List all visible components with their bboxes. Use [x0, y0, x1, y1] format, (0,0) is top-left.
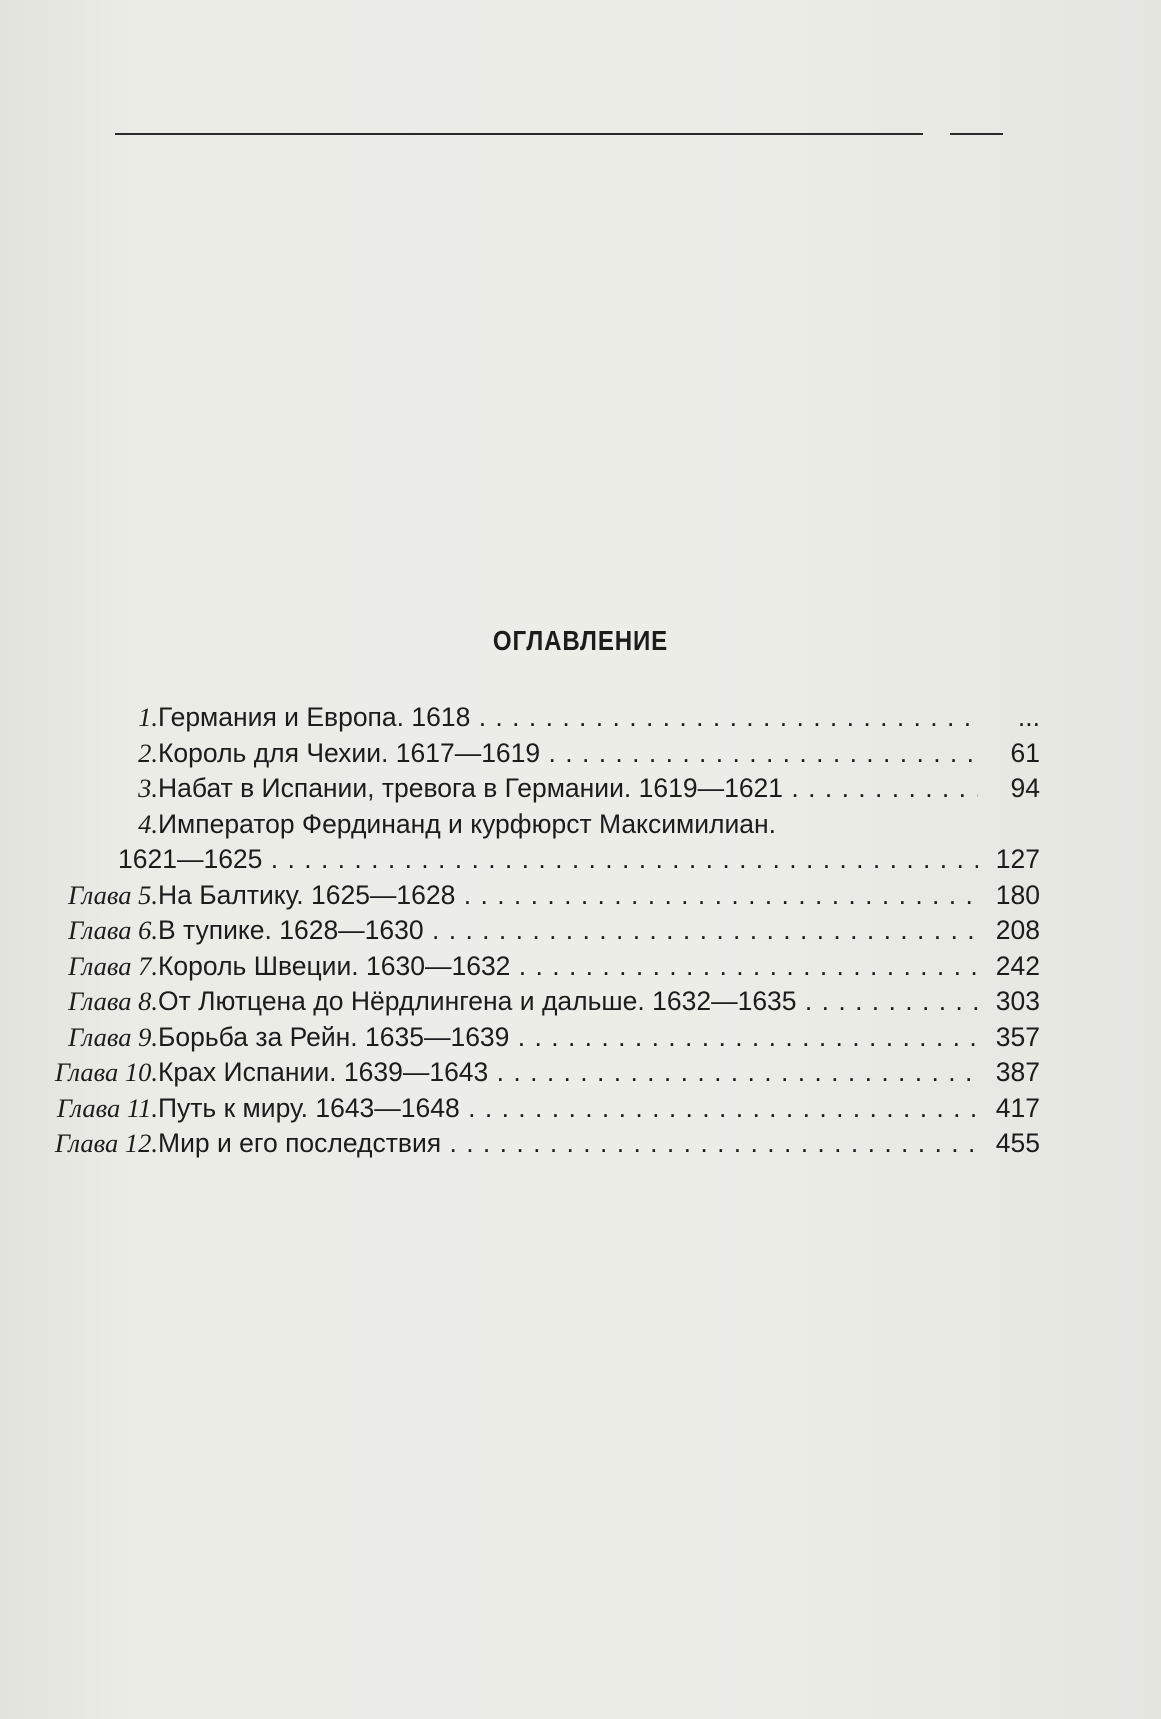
- page-number: 242: [995, 950, 1040, 981]
- toc-entry[interactable]: [30, 700, 1040, 736]
- toc-entry[interactable]: [30, 949, 1040, 985]
- page-number: 417: [995, 1092, 1040, 1123]
- chapter-number: Глава 5.: [68, 879, 158, 910]
- chapter-title: Германия и Европа. 1618 . . .: [158, 700, 978, 736]
- toc-entry[interactable]: [30, 1091, 1040, 1127]
- page-number: 61: [1010, 737, 1040, 768]
- page-number: 180: [995, 879, 1040, 910]
- toc-entry[interactable]: [30, 771, 1040, 807]
- toc-entry-continuation[interactable]: [30, 842, 1040, 878]
- chapter-title: Набат в Испании, тревога в Германии. 1619—1621 . . .: [158, 771, 978, 807]
- chapter-number: 4.: [138, 808, 158, 839]
- page-number: 387: [995, 1057, 1040, 1087]
- table-of-contents: [30, 700, 1040, 1162]
- toc-entry[interactable]: [30, 984, 1040, 1020]
- header-rule-long: [115, 133, 923, 135]
- toc-entry[interactable]: [30, 1126, 1040, 1162]
- page-number: 303: [995, 986, 1040, 1016]
- chapter-title: Путь к миру. 1643—1648 . . .: [158, 1091, 978, 1127]
- chapter-title: Мир и его последствия . . .: [158, 1126, 978, 1162]
- toc-entry[interactable]: [30, 1020, 1040, 1056]
- toc-entry[interactable]: [30, 878, 1040, 914]
- toc-entry[interactable]: [30, 913, 1040, 949]
- toc-heading: ОГЛАВЛЕНИЕ: [492, 625, 669, 656]
- chapter-title: От Лютцена до Нёрдлингена и дальше. 1632—1635 . . .: [158, 984, 978, 1020]
- chapter-number: Глава 9.: [68, 1021, 158, 1052]
- chapter-number: Глава 11.: [56, 1092, 158, 1123]
- chapter-title-continuation: 1621—1625 . . .: [118, 842, 978, 878]
- chapter-title: Борьба за Рейн. 1635—1639 . . .: [158, 1020, 978, 1056]
- page-number: ...: [1017, 702, 1040, 732]
- chapter-title: Король для Чехии. 1617—1619 . . .: [158, 736, 978, 772]
- chapter-number: Глава 10.: [54, 1057, 158, 1087]
- chapter-title: Император Фердинанд и курфюрст Максимилиан.: [158, 808, 777, 839]
- toc-entry[interactable]: [30, 807, 1040, 843]
- chapter-number: Глава 7.: [68, 950, 158, 981]
- chapter-number: Глава 8.: [68, 986, 158, 1016]
- page-number: 455: [995, 1128, 1040, 1158]
- chapter-number: Глава 12.: [54, 1128, 158, 1158]
- chapter-number: 2.: [138, 737, 158, 768]
- page-number: 94: [1010, 773, 1040, 803]
- chapter-title: Король Швеции. 1630—1632 . . .: [158, 949, 978, 985]
- chapter-number: 3.: [138, 773, 158, 803]
- page-number: 127: [995, 844, 1040, 874]
- toc-entry[interactable]: [30, 736, 1040, 772]
- chapter-title: Крах Испании. 1639—1643 . . .: [158, 1055, 978, 1091]
- page-number: 208: [995, 915, 1040, 945]
- header-rule-short: [950, 133, 1003, 135]
- chapter-number: 1.: [138, 702, 158, 732]
- chapter-title: На Балтику. 1625—1628 . . .: [158, 878, 978, 914]
- page-number: 357: [995, 1021, 1040, 1052]
- chapter-title: В тупике. 1628—1630 . . .: [158, 913, 978, 949]
- chapter-number: Глава 6.: [68, 915, 158, 945]
- toc-entry[interactable]: [30, 1055, 1040, 1091]
